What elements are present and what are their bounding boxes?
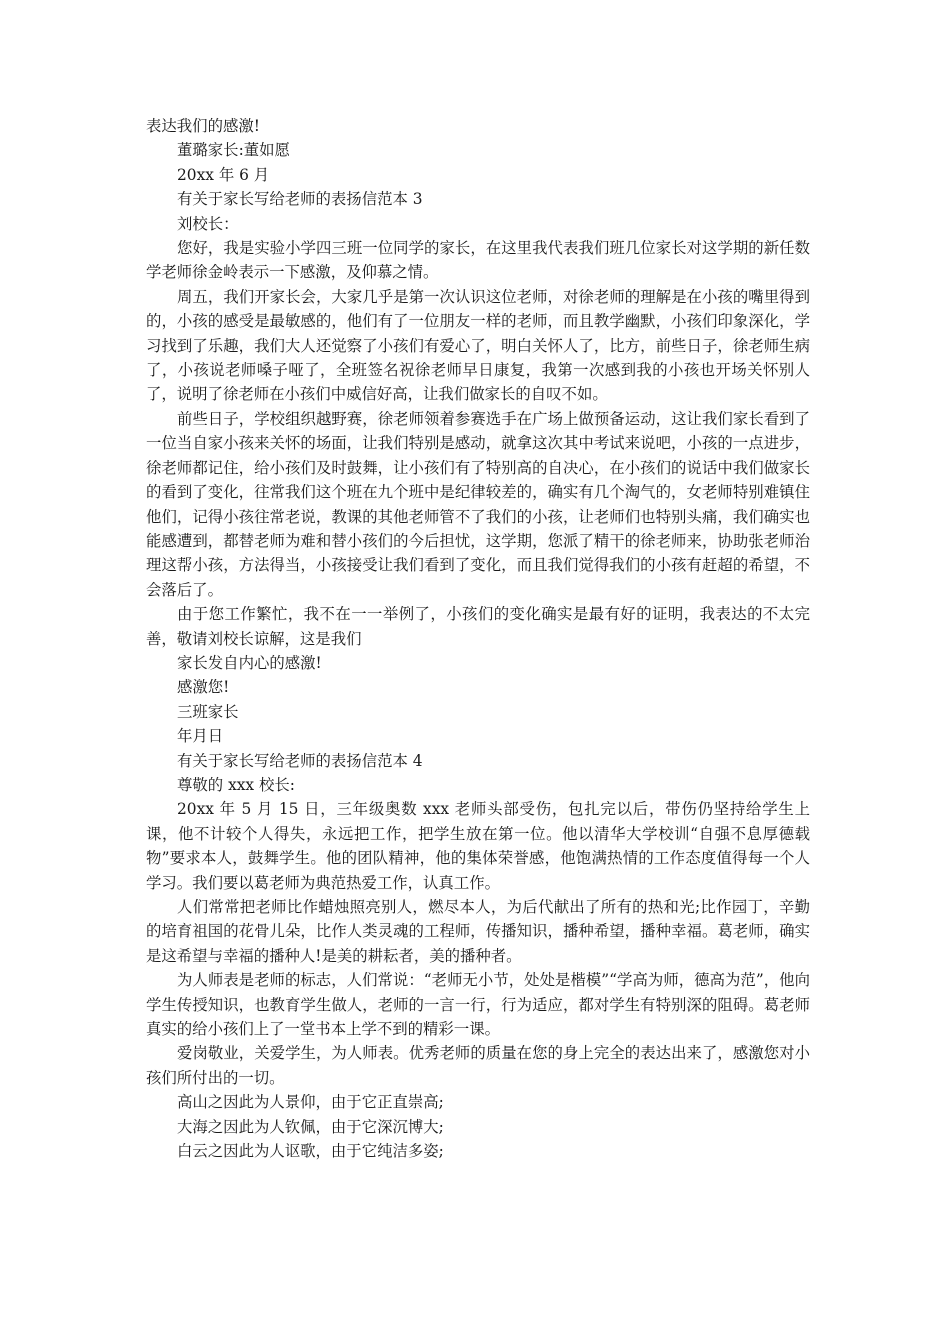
signature-line: 三班家长 bbox=[177, 702, 239, 721]
date-line: 年月日 bbox=[177, 727, 224, 746]
body-paragraph: 人们常常把老师比作蜡烛照亮别人，燃尽本人，为后代献出了所有的热和光;比作园丁，辛勤的培育祖国的花骨儿朵，比作人类灵魂的工程师，传播知识，播种希望，播种幸福。葛老师，确实是这希望与幸福的播种人!是美的耕耘者，美的播种者。 bbox=[146, 898, 810, 965]
salutation-line: 刘校长： bbox=[177, 214, 239, 233]
body-paragraph: 为人师表是老师的标志，人们常说：“老师无小节，处处是楷模”“学高为师，德高为范”，他向学生传授知识，也教育学生做人，老师的一言一行，行为适应，都对学生有特别深的阻碍。葛老师真实的给小孩们上了一堂书本上学不到的精彩一课。 bbox=[146, 971, 810, 1039]
section-title: 有关于家长写给老师的表扬信范本 3 bbox=[177, 190, 423, 209]
verse-line: 白云之因此为人讴歌，由于它纯洁多姿; bbox=[177, 1142, 444, 1161]
body-paragraph: 周五，我们开家长会，大家几乎是第一次认识这位老师，对徐老师的理解是在小孩的嘴里得到的，小孩的感受是最敏感的，他们有了一位朋友一样的老师，而且教学幽默，小孩们印象深化，学习找到了乐趣，我们大人还觉察了小孩们有爱心了，明白关怀人了，比方，前些日子，徐老师生病了，小孩说老师嗓子哑了，全班签名祝徐老师早日康复，我第一次感到我的小孩也开场关怀别人了，说明了徐老师在小孩们中威信好高，让我们做家长的自叹不如。 bbox=[146, 287, 810, 404]
body-paragraph: 前些日子，学校组织越野赛，徐老师领着参赛选手在广场上做预备运动，这让我们家长看到了一位当自家小孩来关怀的场面，让我们特别是感动，就拿这次其中考试来说吧，小孩的一点进步，徐老师都记住，给小孩们及时鼓舞，让小孩们有了特别高的自决心，在小孩们的说话中我们做家长的看到了变化，往常我们这个班在九个班中是纪律较差的，确实有几个淘气的，女老师特别难镇住他们，记得小孩往常老说，教课的其他老师管不了我们的小孩，让老师们也特别头痛，我们确实也能感遭到，都替老师为难和替小孩们的今后担忧，这学期，您派了精干的徐老师来，协助张老师治理这帮小孩，方法得当，小孩接受让我们看到了变化，而且我们觉得我们的小孩有赶超的希望，不会落后了。 bbox=[146, 409, 810, 599]
closing-line: 家长发自内心的感激! bbox=[177, 653, 322, 672]
body-paragraph: 20xx 年 5 月 15 日，三年级奥数 xxx 老师头部受伤，包扎完以后，带伤仍坚持给学生上课，他不计较个人得失，永远把工作，把学生放在第一位。他以清华大学校训“自强不息厚德载物”要求本人，鼓舞学生。他的团队精神，他的集体荣誉感，他饱满热情的工作态度值得每一个人学习。我们要以葛老师为典范热爱工作，认真工作。 bbox=[146, 800, 810, 892]
section-title: 有关于家长写给老师的表扬信范本 4 bbox=[177, 751, 423, 770]
verse-line: 高山之因此为人景仰，由于它正直崇高; bbox=[177, 1093, 444, 1112]
signature-line: 董璐家长:董如愿 bbox=[177, 141, 290, 160]
closing-line: 表达我们的感激! bbox=[146, 117, 260, 135]
body-paragraph: 由于您工作繁忙，我不在一一举例了，小孩们的变化确实是最有好的证明，我表达的不太完善，敬请刘校长谅解，这是我们 bbox=[146, 605, 810, 648]
date-line: 20xx 年 6 月 bbox=[177, 165, 270, 184]
body-paragraph: 爱岗敬业，关爱学生，为人师表。优秀老师的质量在您的身上完全的表达出来了，感激您对小孩们所付出的一切。 bbox=[146, 1044, 810, 1087]
salutation-line: 尊敬的 xxx 校长: bbox=[177, 775, 295, 794]
body-paragraph: 您好，我是实验小学四三班一位同学的家长，在这里我代表我们班几位家长对这学期的新任数学老师徐金岭表示一下感激，及仰慕之情。 bbox=[146, 239, 810, 282]
closing-line: 感激您! bbox=[177, 678, 230, 697]
document-body bbox=[146, 114, 810, 1163]
verse-line: 大海之因此为人钦佩，由于它深沉博大; bbox=[177, 1117, 444, 1136]
